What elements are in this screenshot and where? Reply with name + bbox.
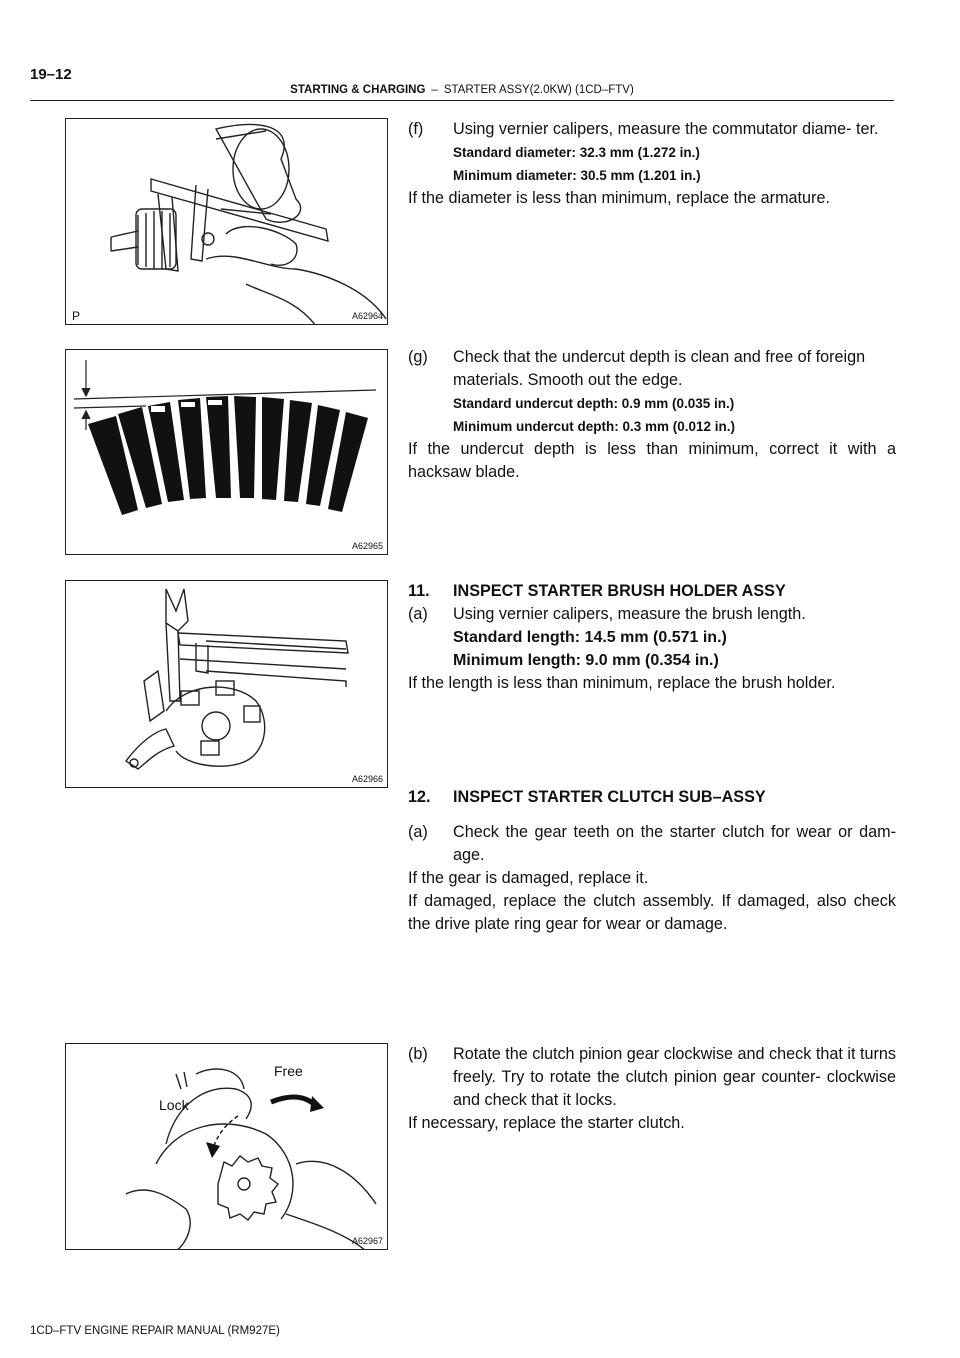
- section-12-a-note1: If the gear is damaged, replace it.: [408, 869, 649, 887]
- commutator-caliper-illustration: [66, 119, 388, 325]
- undercut-segments-illustration: [66, 350, 388, 555]
- step-g-block: [408, 346, 896, 484]
- header-separator: –: [431, 84, 438, 96]
- section-12-number: 12.: [408, 788, 431, 806]
- figure-corner-mark: P: [72, 309, 81, 323]
- step-f-spec-standard: Standard diameter: 32.3 mm (1.272 in.): [453, 145, 700, 160]
- page-number: 19–12: [30, 66, 72, 83]
- section-12-block: [408, 786, 896, 936]
- section-11-block: [408, 580, 896, 695]
- section-12-a-text: Check the gear teeth on the starter clutch for wear or dam- age.: [453, 823, 896, 864]
- step-g-text: Check that the undercut depth is clean and free of foreign materials. Smooth out the edge.: [453, 348, 866, 389]
- step-g-spec-minimum: Minimum undercut depth: 0.3 mm (0.012 in.): [453, 419, 736, 434]
- section-12-b-label: (b): [408, 1045, 428, 1063]
- section-11-a-text: Using vernier calipers, measure the brush length.: [453, 605, 806, 623]
- running-header: [30, 84, 894, 96]
- lock-label: Lock: [159, 1097, 189, 1113]
- step-f-text: Using vernier calipers, measure the commutator diame- ter.: [453, 120, 879, 138]
- brush-holder-caliper-illustration: [66, 581, 388, 788]
- figure-brush-length: [65, 580, 388, 788]
- step-f-spec-minimum: Minimum diameter: 30.5 mm (1.201 in.): [453, 168, 701, 183]
- figure-id: A62967: [351, 1236, 383, 1246]
- clutch-pinion-illustration: [66, 1044, 388, 1250]
- section-11-note: If the length is less than minimum, replace the brush holder.: [408, 674, 836, 692]
- header-subsection: STARTER ASSY(2.0KW) (1CD–FTV): [443, 84, 634, 96]
- section-12-b-note: If necessary, replace the starter clutch.: [408, 1114, 685, 1132]
- figure-id: A62966: [351, 774, 383, 784]
- section-12-a-note2: If damaged, replace the clutch assembly. If damaged, also check the drive plate ring gear for wear or damage.: [408, 892, 896, 933]
- free-label: Free: [274, 1063, 303, 1079]
- step-f-note: If the diameter is less than minimum, replace the armature.: [408, 189, 830, 207]
- section-12-b-text: Rotate the clutch pinion gear clockwise and check that it turns freely. Try to rotate the clutch pinion gear counter- clockwise and check that it locks.: [453, 1045, 896, 1109]
- figure-clutch-rotation: [65, 1043, 388, 1250]
- figure-id: A62965: [351, 541, 383, 551]
- figure-id: A62964: [351, 311, 383, 321]
- figure-undercut-depth: [65, 349, 388, 555]
- header-section: STARTING & CHARGING: [290, 84, 426, 96]
- step-g-spec-standard: Standard undercut depth: 0.9 mm (0.035 in.): [453, 396, 735, 411]
- footer-manual-id: 1CD–FTV ENGINE REPAIR MANUAL (RM927E): [30, 1325, 280, 1337]
- section-12-title: INSPECT STARTER CLUTCH SUB–ASSY: [453, 788, 766, 806]
- section-11-spec-standard: Standard length: 14.5 mm (0.571 in.): [453, 629, 727, 646]
- header-rule: [30, 100, 894, 101]
- section-12-a-label: (a): [408, 823, 428, 841]
- section-11-title: INSPECT STARTER BRUSH HOLDER ASSY: [453, 582, 786, 600]
- section-11-a-label: (a): [408, 605, 428, 623]
- step-f-block: [408, 118, 896, 210]
- step-g-label: (g): [408, 348, 428, 366]
- step-f-label: (f): [408, 120, 424, 138]
- figure-commutator-diameter: [65, 118, 388, 325]
- section-11-number: 11.: [408, 582, 430, 600]
- section-11-spec-minimum: Minimum length: 9.0 mm (0.354 in.): [453, 652, 719, 669]
- section-12-b-block: [408, 1043, 896, 1135]
- step-g-note: If the undercut depth is less than minimum, correct it with a hacksaw blade.: [408, 440, 896, 481]
